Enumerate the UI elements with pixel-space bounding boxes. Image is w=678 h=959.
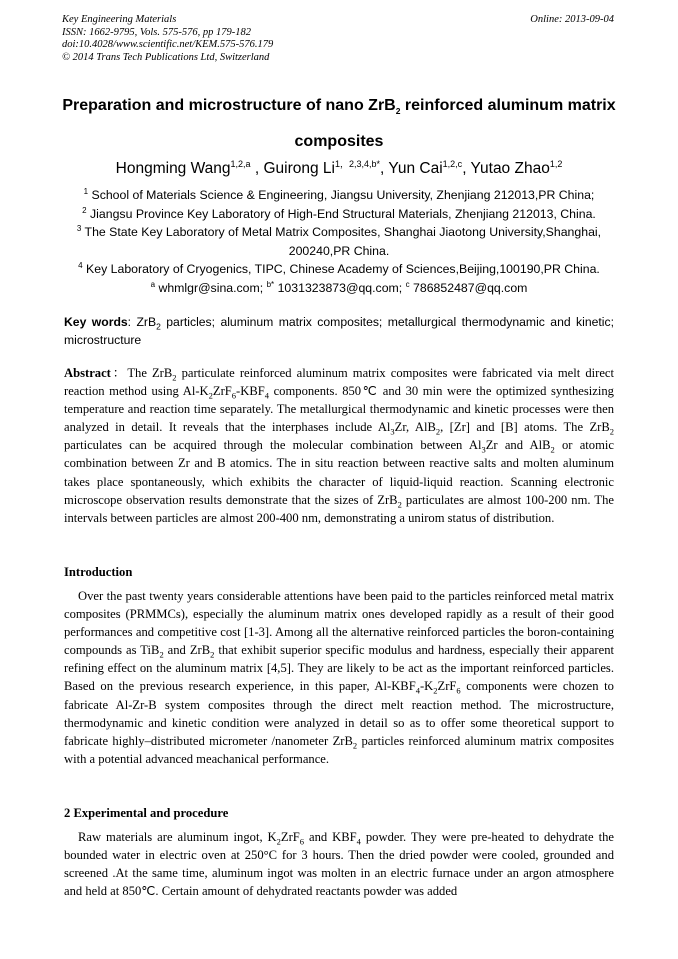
introduction-paragraph: Over the past twenty years considerable attentions have been paid to the particles reinforced metal matrix composites (PRMMCs), especially the aluminum matrix ones developed rapidly as a result of their good performances and competitive cost [1-3]. Among all the alternative reinforced particles the boron-containing compounds as TiB$_2$ and ZrB$_2$ that exhibit superior specific modulus and hardness, especially their apparent refining effect on the aluminum matrix [4,5]. They are likely to be act as the important reinforced particles. Based on the previous research experience, in this paper, $Al-KBF_4-K_2ZrF_6$ components were chozen to fabricate Al-Zr-B system composites through the direct melt reaction method. The microstructure, thermodynamic and kinetic condition were analyzed in detail so as to offer some theoretical support to fabricate highly–distributed micrometer /nanometer ZrB$_2$ particles reinforced aluminum matrix composites with a potential advanced meachanical performance. <box>64 589 615 766</box>
journal-doi: doi:10.4028/www.scientific.net/KEM.575-576.179 <box>62 39 274 50</box>
experimental-heading: 2 Experimental and procedure <box>64 806 229 820</box>
affiliations <box>66 186 612 298</box>
keywords: Key words: ZrB$_2$ particles; aluminum matrix composites; metallurgical thermodynamic and kinetic; microstructure <box>64 315 614 347</box>
affiliation-2: $^2$ Jiangsu Province Key Laboratory of High-End Structural Materials, Zhenjiang 212013, China. <box>82 205 596 221</box>
abstract: Abstract：The ZrB$_2$ particulate reinforced aluminum matrix composites were fabricated via melt direct reaction method using $Al-K_2ZrF_6-KBF_4$ components. 850℃ and 30 min were the optimized synthesizing temperature and reaction time separately. The metallurgical thermodynamic and kinetic processes were then analyzed in detail. It reveals that the interphases include $Al_3Zr$, AlB$_2$, [Zr] and [B] atoms. The ZrB$_2$ particulates can be acquired through the molecular combination between $Al_3Zr$ and AlB$_2$ or atomic combination between Zr and B atomics. The in situ reaction between reactive salts and molten aluminum takes place spontaneously, which exhibits the character of liquid-liquid reaction. Scanning electronic microscope observation results demonstrate that the sizes of ZrB$_2$ particulates are almost 100-200 nm. The intervals between particles are almost 200-400 nm, demonstrating a unirom status of distribution. <box>64 366 615 525</box>
author-list: Hongming Wang$^{1,2,a}$ , Guirong $Li^{1,2,3,4,b*}$, Yun Cai$^{1,2,c}$, Yutao Zhao$^{1,2}$ <box>115 158 563 177</box>
author-name: Yun Cai <box>388 160 443 177</box>
author-name: Yutao Zhao <box>470 160 550 177</box>
experimental-paragraph: Raw materials are aluminum ingot, $K_2ZrF_6$ and $KBF_4$ powder. They were pre-heated to dehydrate the bounded water in electric oven at 250°C for 3 hours. Then the dried powder were cooled, grounded and screened .At the same time, aluminum ingot was molten in an electric furnace under an argon atmosphere and held at 850℃. Certain amount of dehydrated reactants powder was added <box>64 830 614 899</box>
online-date: Online: 2013-09-04 <box>530 14 614 25</box>
abstract-label: Abstract <box>64 366 111 380</box>
affiliation-4: $^4$ Key Laboratory of Cryogenics, TIPC, Chinese Academy of Sciences,Beijing,100190,PR China. <box>78 261 600 277</box>
affiliation-1: $^1$ School of Materials Science & Engineering, Jiangsu University, Zhenjiang 212013,PR China; <box>83 186 595 202</box>
journal-copyright: © 2014 Trans Tech Publications Ltd, Switzerland <box>62 51 270 63</box>
keywords-label: Key words <box>64 315 128 329</box>
paper-title: Preparation and microstructure of nano ZrB$_2$ reinforced aluminum matrix composites <box>62 97 616 150</box>
author-name: Hongming Wang <box>115 160 231 177</box>
journal-issn: ISSN: 1662-9795, Vols. 575-576, pp 179-182 <box>62 26 251 38</box>
author-name: Guirong Li <box>263 160 335 177</box>
journal-header <box>62 14 273 64</box>
author-emails: $^a$ whmlgr@sina.com; $^{b*}$ 1031323873@qq.com; $^c$ 786852487@qq.com <box>150 279 528 295</box>
introduction-heading: Introduction <box>64 565 133 579</box>
affiliation-3: $^3$ The State Key Laboratory of Metal Matrix Composites, Shanghai Jiaotong University,Shanghai, 200240,PR China. <box>76 224 602 258</box>
journal-name: Key Engineering Materials <box>62 14 177 25</box>
